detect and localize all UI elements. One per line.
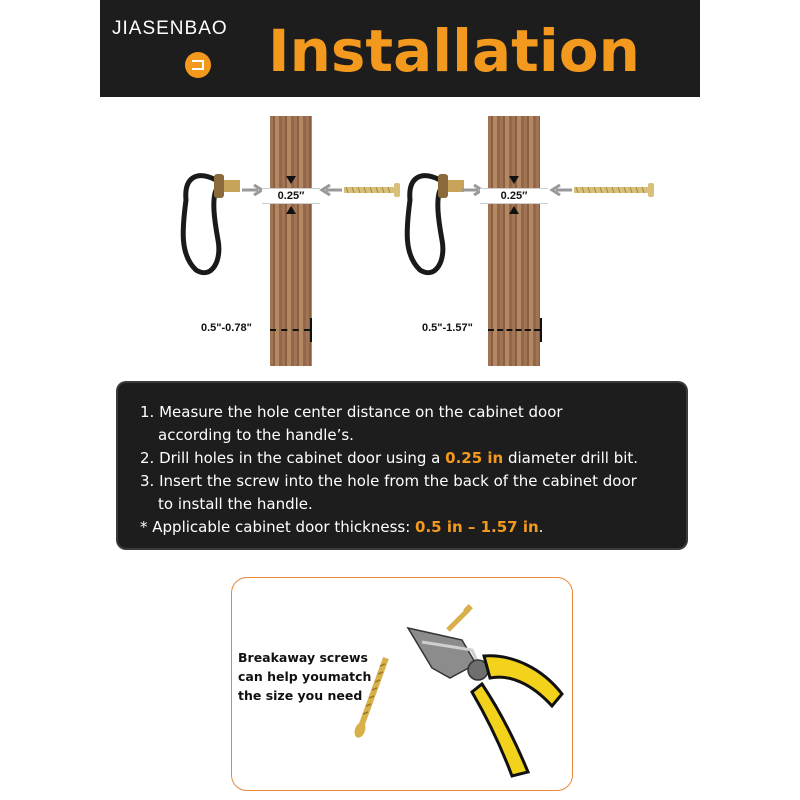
tip-line-1: Breakaway screws bbox=[238, 650, 368, 665]
thickness-dashline bbox=[488, 329, 540, 331]
arrow-up-icon bbox=[509, 206, 519, 214]
hole-size-label: 0.25″ bbox=[262, 188, 320, 204]
screw-icon bbox=[352, 654, 402, 742]
step-1: 1. Measure the hole center distance on the cabinet door bbox=[140, 403, 563, 421]
tip-box bbox=[231, 577, 573, 791]
page-title: Installation bbox=[268, 17, 640, 85]
leather-handle-icon bbox=[176, 160, 246, 290]
brand-name: JIASENBAO bbox=[112, 18, 228, 39]
brand-logo-icon bbox=[185, 52, 211, 78]
step-3-cont: to install the handle. bbox=[158, 495, 313, 513]
thickness-tick bbox=[540, 318, 542, 342]
thickness-label: 0.5"-0.78" bbox=[201, 322, 252, 334]
instruction-steps bbox=[140, 401, 668, 539]
installation-diagram bbox=[100, 110, 700, 370]
note-end: . bbox=[538, 518, 544, 536]
thickness-dashline bbox=[270, 329, 310, 331]
instructions-panel bbox=[118, 383, 686, 548]
arrow-left-icon bbox=[318, 184, 342, 196]
thickness-highlight: 0.5 in – 1.57 in bbox=[415, 518, 539, 536]
step-3: 3. Insert the screw into the hole from the back of the cabinet door bbox=[140, 472, 637, 490]
arrow-down-icon bbox=[509, 176, 519, 184]
step-2-text-end: diameter drill bit. bbox=[503, 449, 639, 467]
note-text: * Applicable cabinet door thickness: bbox=[140, 518, 416, 536]
arrow-up-icon bbox=[286, 206, 296, 214]
screw-icon bbox=[444, 604, 474, 634]
tip-line-3: the size you need bbox=[238, 688, 363, 703]
hole-size-label: 0.25″ bbox=[480, 188, 548, 204]
pliers-icon bbox=[402, 598, 570, 778]
arrow-left-icon bbox=[548, 184, 572, 196]
step-2-text: 2. Drill holes in the cabinet door using a bbox=[140, 449, 446, 467]
header-banner bbox=[100, 0, 700, 97]
thickness-note bbox=[140, 516, 668, 539]
screw-icon bbox=[574, 182, 658, 198]
screw-icon bbox=[344, 182, 404, 198]
step-2 bbox=[140, 447, 668, 470]
arrow-down-icon bbox=[286, 176, 296, 184]
thickness-label: 0.5"-1.57" bbox=[422, 322, 473, 334]
thickness-tick bbox=[310, 318, 312, 342]
drill-size-highlight: 0.25 in bbox=[445, 449, 504, 467]
leather-handle-icon bbox=[400, 160, 470, 290]
step-1-cont: according to the handle’s. bbox=[158, 426, 354, 444]
tip-line-2: can help youmatch bbox=[238, 669, 372, 684]
